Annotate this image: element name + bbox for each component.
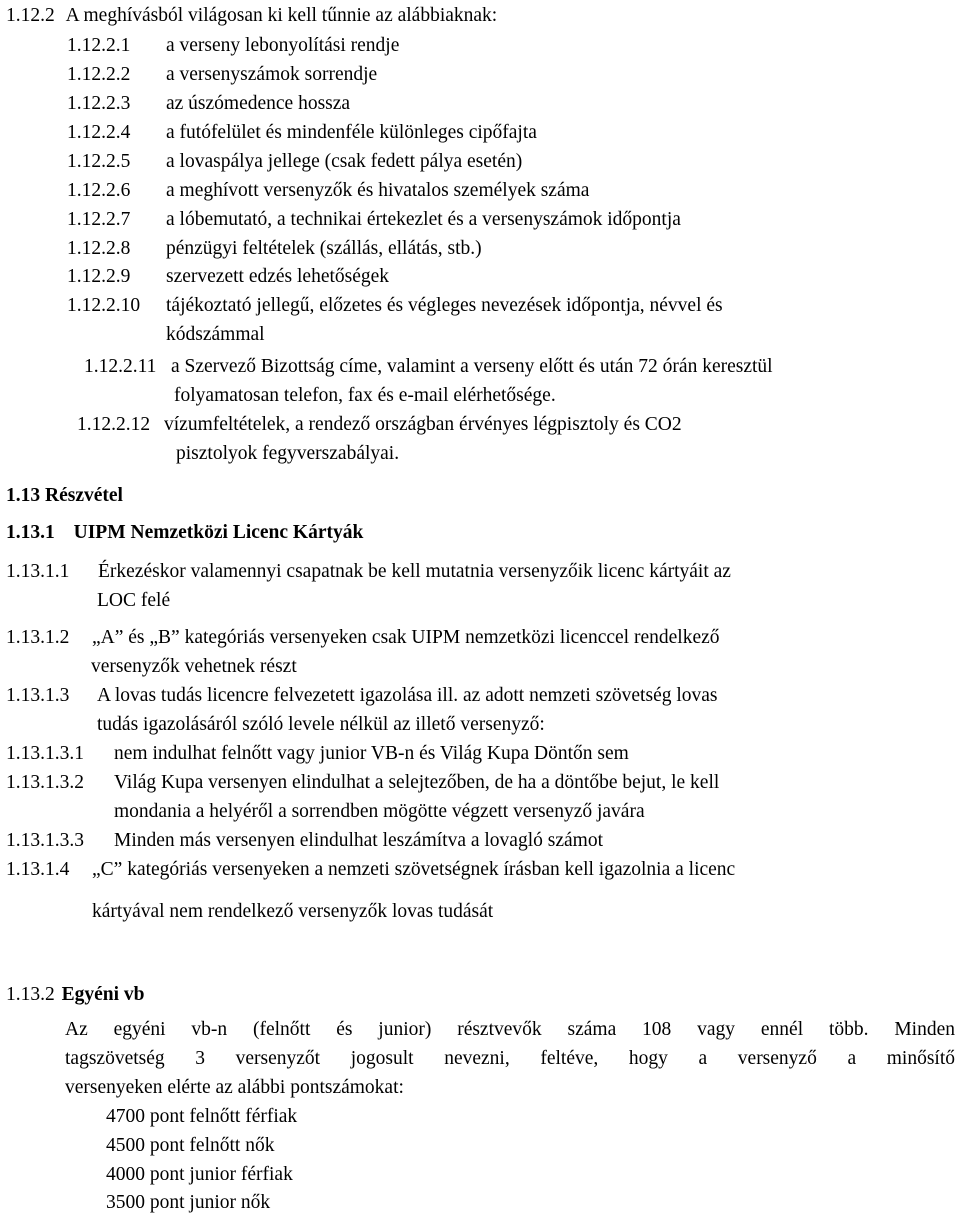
- list-item: [67, 63, 377, 86]
- item-number: 1.13.1.3.1: [6, 743, 84, 764]
- item-number: 1.13.1.3.2: [6, 772, 84, 793]
- list-item: [67, 237, 482, 260]
- item-text: pénzügyi feltételek (szállás, ellátás, stb.): [166, 238, 482, 259]
- item-text: a verseny lebonyolítási rendje: [166, 35, 400, 56]
- item-text-continuation: mondania a helyéről a sorrendben mögötte végzett versenyző javára: [114, 801, 645, 822]
- item-text: vízumfeltételek, a rendező országban érvényes légpisztoly és CO2: [164, 414, 682, 435]
- item-text-continuation: pisztolyok fegyverszabályai.: [176, 443, 400, 464]
- item-number: 1.13.1.3.3: [6, 830, 84, 851]
- list-item: [6, 829, 603, 852]
- item-text: Világ Kupa versenyen elindulhat a selejtezőben, de ha a döntőbe bejut, le kell: [114, 772, 720, 793]
- item-number: 1.12.2.1: [67, 35, 131, 56]
- subsection-heading-1-13-2: [6, 983, 145, 1006]
- item-text: a meghívott versenyzők és hivatalos személyek száma: [166, 180, 590, 201]
- list-item: [84, 355, 773, 378]
- list-item: [6, 858, 735, 881]
- item-text-continuation: tudás igazolásáról szóló levele nélkül az illető versenyző:: [97, 714, 545, 735]
- item-number: 1.13.1.4: [6, 859, 70, 880]
- item-number: 1.12.2.5: [67, 151, 131, 172]
- item-text-continuation: LOC felé: [97, 590, 171, 611]
- list-item: [6, 742, 629, 765]
- item-number: 1.12.2.12: [77, 414, 151, 435]
- list-item: [67, 121, 537, 144]
- item-text: a lovaspálya jellege (csak fedett pálya esetén): [166, 151, 523, 172]
- list-item: [67, 179, 589, 202]
- item-number: 1.12.2.7: [67, 209, 131, 230]
- subsection-number: 1.13.1: [6, 522, 55, 543]
- item-number: 1.12.2.11: [84, 356, 157, 377]
- item-number: 1.12.2.6: [67, 180, 131, 201]
- subsection-number: 1.13.2: [6, 984, 55, 1005]
- paragraph-line: tagszövetség 3 versenyzőt jogosult nevezni, feltéve, hogy a versenyző a minősítő: [65, 1048, 955, 1069]
- item-text-continuation: folyamatosan telefon, fax és e-mail elérhetősége.: [174, 385, 556, 406]
- item-number: 1.12.2.9: [67, 266, 131, 287]
- list-item: [67, 150, 522, 173]
- section-title: 1.13 Részvétel: [6, 485, 123, 506]
- subsection-heading-1-13-1: [6, 521, 363, 544]
- score-item: 4700 pont felnőtt férfiak: [106, 1106, 298, 1127]
- score-item: 3500 pont junior nők: [106, 1192, 271, 1213]
- item-number: 1.12.2.3: [67, 93, 131, 114]
- list-item: [77, 413, 682, 436]
- item-text: „C” kategóriás versenyeken a nemzeti szövetségnek írásban kell igazolnia a licenc: [92, 859, 736, 880]
- item-number: 1.12.2.2: [67, 64, 131, 85]
- list-item: [6, 684, 718, 707]
- paragraph-line: Az egyéni vb-n (felnőtt és junior) résztvevők száma 108 vagy ennél több. Minden: [65, 1019, 955, 1040]
- item-text-continuation: versenyzők vehetnek részt: [91, 656, 297, 677]
- item-number: 1.13.1.2: [6, 627, 70, 648]
- item-number: 1.13.1.1: [6, 561, 70, 582]
- subsection-title: Egyéni vb: [61, 984, 145, 1005]
- item-text: tájékoztató jellegű, előzetes és végleges nevezések időpontja, névvel és: [166, 295, 723, 316]
- item-text: a versenyszámok sorrendje: [166, 64, 378, 85]
- item-text-continuation: kódszámmal: [166, 324, 265, 345]
- item-number: 1.13.1.3: [6, 685, 70, 706]
- item-text: „A” és „B” kategóriás versenyeken csak UIPM nemzetközi licenccel rendelkező: [92, 627, 720, 648]
- score-item: 4000 pont junior férfiak: [106, 1164, 293, 1185]
- list-item: [6, 626, 720, 649]
- list-item: [67, 265, 389, 288]
- item-text: Érkezéskor valamennyi csapatnak be kell mutatnia versenyzőik licenc kártyáit az: [98, 561, 731, 582]
- list-item: [6, 560, 731, 583]
- list-item: [67, 208, 681, 231]
- item-number: 1.12.2.4: [67, 122, 131, 143]
- heading-text: A meghívásból világosan ki kell tűnnie az alábbiaknak:: [65, 5, 498, 26]
- heading-number: 1.12.2: [6, 5, 55, 26]
- item-text: a lóbemutató, a technikai értekezlet és a versenyszámok időpontja: [166, 209, 681, 230]
- list-item: [6, 771, 719, 794]
- item-text: A lovas tudás licencre felvezetett igazolása ill. az adott nemzeti szövetség lovas: [97, 685, 718, 706]
- score-item: 4500 pont felnőtt nők: [106, 1135, 275, 1156]
- item-text: nem indulhat felnőtt vagy junior VB-n és Világ Kupa Döntőn sem: [114, 743, 629, 764]
- section-heading-1-12-2: [6, 4, 497, 27]
- subsection-title: UIPM Nemzetközi Licenc Kártyák: [73, 522, 364, 543]
- item-text-continuation: kártyával nem rendelkező versenyzők lovas tudását: [92, 901, 494, 922]
- list-item: [67, 294, 723, 317]
- paragraph-line: versenyeken elérte az alábbi pontszámokat:: [65, 1077, 404, 1098]
- item-text: szervezett edzés lehetőségek: [166, 266, 390, 287]
- item-text: Minden más versenyen elindulhat leszámítva a lovagló számot: [114, 830, 603, 851]
- item-text: a futófelület és mindenféle különleges cipőfajta: [166, 122, 537, 143]
- list-item: [67, 92, 350, 115]
- list-item: [67, 34, 399, 57]
- item-text: az úszómedence hossza: [166, 93, 351, 114]
- item-text: a Szervező Bizottság címe, valamint a verseny előtt és után 72 órán keresztül: [171, 356, 773, 377]
- item-number: 1.12.2.8: [67, 238, 131, 259]
- item-number: 1.12.2.10: [67, 295, 141, 316]
